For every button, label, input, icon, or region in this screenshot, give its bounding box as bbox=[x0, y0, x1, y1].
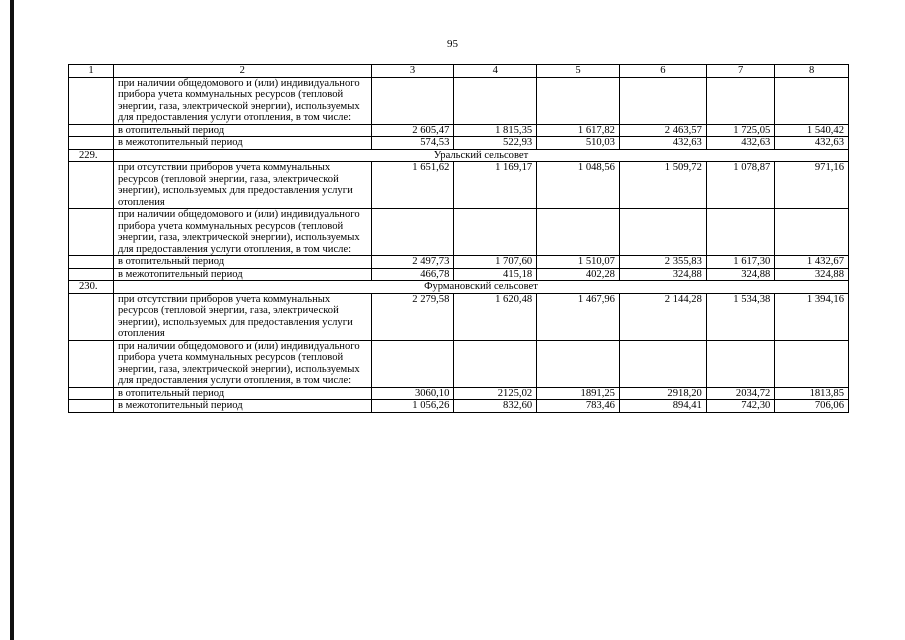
row-description: при отсутствии приборов учета коммунальных ресурсов (тепловой энергии, газа, электрической энергии), используемых для предоставления услуги отопления bbox=[113, 293, 371, 340]
row-number-cell bbox=[69, 387, 114, 400]
scan-edge-mark bbox=[10, 0, 14, 640]
value-cell-col-5: 1 510,07 bbox=[537, 256, 620, 269]
table-row bbox=[69, 209, 849, 256]
row-description: при наличии общедомового и (или) индивидуального прибора учета коммунальных ресурсов (тепловой энергии, газа, электрической энергии), используемых для предоставления услуги отопления, в том числе: bbox=[113, 340, 371, 387]
value-cell-col-3 bbox=[371, 340, 454, 387]
table-row bbox=[69, 124, 849, 137]
value-cell-col-6: 2 355,83 bbox=[619, 256, 706, 269]
value-cell-col-7: 1 078,87 bbox=[706, 162, 774, 209]
value-cell-col-7: 1 617,30 bbox=[706, 256, 774, 269]
value-cell-col-7: 1 725,05 bbox=[706, 124, 774, 137]
row-description: при наличии общедомового и (или) индивидуального прибора учета коммунальных ресурсов (тепловой энергии, газа, электрической энергии), используемых для предоставления услуги отопления, в том числе: bbox=[113, 77, 371, 124]
value-cell-col-6 bbox=[619, 209, 706, 256]
value-cell-col-5: 402,28 bbox=[537, 268, 620, 281]
column-header: 4 bbox=[454, 65, 537, 78]
value-cell-col-3: 574,53 bbox=[371, 137, 454, 150]
table-row bbox=[69, 340, 849, 387]
column-header: 1 bbox=[69, 65, 114, 78]
table-row bbox=[69, 268, 849, 281]
value-cell-col-3: 1 651,62 bbox=[371, 162, 454, 209]
row-description: при наличии общедомового и (или) индивидуального прибора учета коммунальных ресурсов (тепловой энергии, газа, электрической энергии), используемых для предоставления услуги отопления, в том числе: bbox=[113, 209, 371, 256]
column-header: 8 bbox=[775, 65, 849, 78]
row-number-cell bbox=[69, 340, 114, 387]
value-cell-col-8 bbox=[775, 209, 849, 256]
value-cell-col-4 bbox=[454, 209, 537, 256]
value-cell-col-8: 1 432,67 bbox=[775, 256, 849, 269]
tariff-table bbox=[68, 64, 849, 413]
value-cell-col-3: 2 605,47 bbox=[371, 124, 454, 137]
page-number: 95 bbox=[447, 38, 458, 50]
row-number-cell bbox=[69, 162, 114, 209]
value-cell-col-5 bbox=[537, 209, 620, 256]
value-cell-col-8: 1813,85 bbox=[775, 387, 849, 400]
value-cell-col-6: 432,63 bbox=[619, 137, 706, 150]
value-cell-col-5: 1891,25 bbox=[537, 387, 620, 400]
value-cell-col-6: 1 509,72 bbox=[619, 162, 706, 209]
table-row bbox=[69, 293, 849, 340]
value-cell-col-4 bbox=[454, 77, 537, 124]
value-cell-col-6 bbox=[619, 77, 706, 124]
column-header: 7 bbox=[706, 65, 774, 78]
row-description: в межотопительный период bbox=[113, 137, 371, 150]
table-row bbox=[69, 162, 849, 209]
table-row bbox=[69, 137, 849, 150]
value-cell-col-6: 2 144,28 bbox=[619, 293, 706, 340]
table-row bbox=[69, 387, 849, 400]
row-number-cell bbox=[69, 293, 114, 340]
value-cell-col-8: 432,63 bbox=[775, 137, 849, 150]
section-number: 230. bbox=[69, 281, 114, 294]
value-cell-col-8 bbox=[775, 340, 849, 387]
value-cell-col-6: 324,88 bbox=[619, 268, 706, 281]
value-cell-col-5 bbox=[537, 340, 620, 387]
value-cell-col-4: 832,60 bbox=[454, 400, 537, 413]
section-number: 229. bbox=[69, 149, 114, 162]
value-cell-col-4 bbox=[454, 340, 537, 387]
row-description: в отопительный период bbox=[113, 124, 371, 137]
value-cell-col-8: 706,06 bbox=[775, 400, 849, 413]
value-cell-col-7: 324,88 bbox=[706, 268, 774, 281]
row-description: в межотопительный период bbox=[113, 268, 371, 281]
value-cell-col-4: 2125,02 bbox=[454, 387, 537, 400]
table-row bbox=[69, 77, 849, 124]
row-description: в межотопительный период bbox=[113, 400, 371, 413]
value-cell-col-5: 1 048,56 bbox=[537, 162, 620, 209]
value-cell-col-8: 971,16 bbox=[775, 162, 849, 209]
column-header: 2 bbox=[113, 65, 371, 78]
section-row bbox=[69, 281, 849, 294]
section-row bbox=[69, 149, 849, 162]
value-cell-col-8: 324,88 bbox=[775, 268, 849, 281]
row-number-cell bbox=[69, 77, 114, 124]
table-row bbox=[69, 256, 849, 269]
value-cell-col-6: 2918,20 bbox=[619, 387, 706, 400]
value-cell-col-3: 2 279,58 bbox=[371, 293, 454, 340]
table-header-row bbox=[69, 65, 849, 78]
value-cell-col-5: 783,46 bbox=[537, 400, 620, 413]
value-cell-col-6: 894,41 bbox=[619, 400, 706, 413]
value-cell-col-7: 1 534,38 bbox=[706, 293, 774, 340]
section-title: Фурмановский сельсовет bbox=[113, 281, 848, 294]
value-cell-col-4: 1 707,60 bbox=[454, 256, 537, 269]
row-number-cell bbox=[69, 256, 114, 269]
value-cell-col-4: 415,18 bbox=[454, 268, 537, 281]
row-number-cell bbox=[69, 400, 114, 413]
value-cell-col-7 bbox=[706, 340, 774, 387]
table-body bbox=[69, 65, 849, 413]
column-header: 5 bbox=[537, 65, 620, 78]
row-number-cell bbox=[69, 137, 114, 150]
value-cell-col-8: 1 540,42 bbox=[775, 124, 849, 137]
value-cell-col-7: 742,30 bbox=[706, 400, 774, 413]
column-header: 3 bbox=[371, 65, 454, 78]
column-header: 6 bbox=[619, 65, 706, 78]
row-description: в отопительный период bbox=[113, 387, 371, 400]
row-number-cell bbox=[69, 209, 114, 256]
value-cell-col-3: 3060,10 bbox=[371, 387, 454, 400]
value-cell-col-7 bbox=[706, 77, 774, 124]
value-cell-col-4: 522,93 bbox=[454, 137, 537, 150]
value-cell-col-8: 1 394,16 bbox=[775, 293, 849, 340]
value-cell-col-4: 1 169,17 bbox=[454, 162, 537, 209]
value-cell-col-4: 1 620,48 bbox=[454, 293, 537, 340]
section-title: Уральский сельсовет bbox=[113, 149, 848, 162]
value-cell-col-3 bbox=[371, 209, 454, 256]
value-cell-col-3 bbox=[371, 77, 454, 124]
value-cell-col-6 bbox=[619, 340, 706, 387]
value-cell-col-7: 432,63 bbox=[706, 137, 774, 150]
value-cell-col-5 bbox=[537, 77, 620, 124]
value-cell-col-7 bbox=[706, 209, 774, 256]
value-cell-col-8 bbox=[775, 77, 849, 124]
row-number-cell bbox=[69, 268, 114, 281]
value-cell-col-5: 510,03 bbox=[537, 137, 620, 150]
row-number-cell bbox=[69, 124, 114, 137]
value-cell-col-3: 2 497,73 bbox=[371, 256, 454, 269]
row-description: в отопительный период bbox=[113, 256, 371, 269]
table-row bbox=[69, 400, 849, 413]
value-cell-col-3: 466,78 bbox=[371, 268, 454, 281]
value-cell-col-5: 1 467,96 bbox=[537, 293, 620, 340]
value-cell-col-6: 2 463,57 bbox=[619, 124, 706, 137]
row-description: при отсутствии приборов учета коммунальных ресурсов (тепловой энергии, газа, электрической энергии), используемых для предоставления услуги отопления bbox=[113, 162, 371, 209]
value-cell-col-3: 1 056,26 bbox=[371, 400, 454, 413]
value-cell-col-4: 1 815,35 bbox=[454, 124, 537, 137]
value-cell-col-7: 2034,72 bbox=[706, 387, 774, 400]
value-cell-col-5: 1 617,82 bbox=[537, 124, 620, 137]
